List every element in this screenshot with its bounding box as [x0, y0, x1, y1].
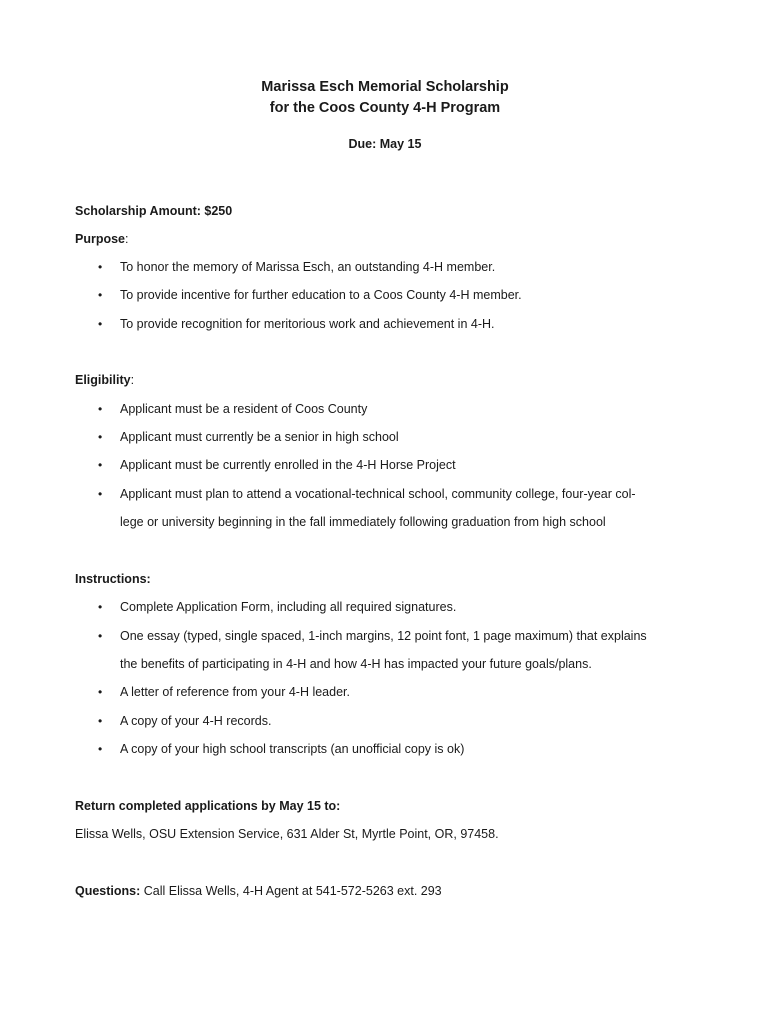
instruction-item: A copy of your high school transcripts (an unofficial copy is ok)	[120, 742, 465, 756]
bullet-icon: •	[98, 260, 103, 274]
purpose-item: To provide incentive for further education to a Coos County 4-H member.	[120, 288, 522, 302]
bullet-icon: •	[98, 288, 103, 302]
instruction-item: A letter of reference from your 4-H leader.	[120, 685, 350, 699]
eligibility-item: Applicant must currently be a senior in high school	[120, 430, 399, 444]
purpose-colon: :	[125, 232, 129, 246]
title-line-1: Marissa Esch Memorial Scholarship	[261, 79, 509, 95]
return-address: Elissa Wells, OSU Extension Service, 631 Alder St, Myrtle Point, OR, 97458.	[75, 827, 499, 841]
instruction-item: One essay (typed, single spaced, 1-inch margins, 12 point font, 1 page maximum) that explains	[120, 629, 647, 643]
bullet-icon: •	[98, 600, 103, 614]
bullet-icon: •	[98, 629, 103, 643]
bullet-icon: •	[98, 714, 103, 728]
bullet-icon: •	[98, 685, 103, 699]
instructions-heading: Instructions:	[75, 572, 151, 586]
eligibility-colon: :	[130, 373, 135, 387]
questions-line	[75, 882, 442, 900]
questions-label: Questions:	[75, 884, 141, 898]
purpose-item: To honor the memory of Marissa Esch, an outstanding 4-H member.	[120, 260, 496, 274]
eligibility-label: Eligibility	[75, 373, 131, 387]
eligibility-item: Applicant must plan to attend a vocational-technical school, community college, four-year col-	[120, 487, 636, 501]
eligibility-item: Applicant must be currently enrolled in the 4-H Horse Project	[120, 458, 456, 472]
eligibility-item-continued: lege or university beginning in the fall immediately following graduation from high school	[120, 515, 606, 529]
questions-contact: Call Elissa Wells, 4-H Agent at 541-572-5263 ext. 293	[140, 884, 442, 898]
bullet-icon: •	[98, 402, 103, 416]
bullet-icon: •	[98, 458, 103, 472]
bullet-icon: •	[98, 742, 103, 756]
bullet-icon: •	[98, 487, 103, 501]
instruction-item-continued: the benefits of participating in 4-H and how 4-H has impacted your future goals/plans.	[120, 657, 592, 671]
instruction-item: A copy of your 4-H records.	[120, 714, 272, 728]
purpose-label: Purpose	[75, 232, 126, 246]
scholarship-amount: Scholarship Amount: $250	[75, 204, 233, 218]
eligibility-heading	[75, 371, 134, 389]
return-heading: Return completed applications by May 15 to:	[75, 799, 341, 813]
title-line-2: for the Coos County 4-H Program	[269, 100, 501, 116]
purpose-heading	[75, 230, 129, 248]
purpose-item: To provide recognition for meritorious work and achievement in 4-H.	[120, 317, 495, 331]
bullet-icon: •	[98, 317, 103, 331]
due-date: Due: May 15	[348, 137, 422, 151]
eligibility-item: Applicant must be a resident of Coos County	[120, 402, 368, 416]
bullet-icon: •	[98, 430, 103, 444]
instruction-item: Complete Application Form, including all required signatures.	[120, 600, 457, 614]
